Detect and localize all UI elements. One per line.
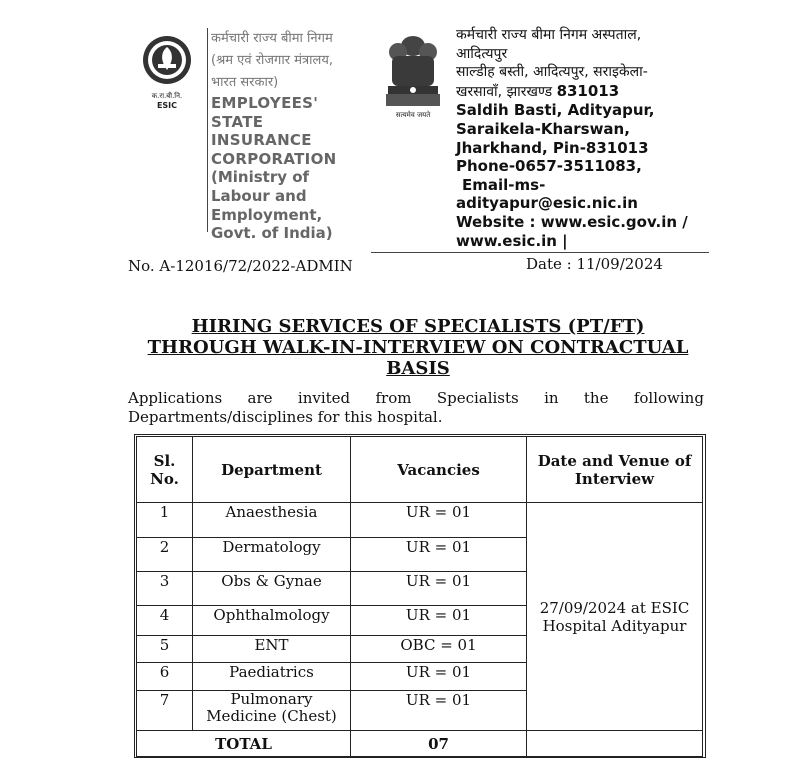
ministry-line-3: Employment,: [211, 205, 323, 224]
ministry-line-2: Labour and: [211, 186, 307, 205]
org-english-line-3: INSURANCE: [211, 131, 312, 150]
row-sl: 2: [137, 538, 193, 572]
intro-word: following: [633, 389, 704, 407]
org-hindi-line-2: (श्रम एवं रोजगार मंत्रालय,: [211, 53, 334, 68]
row-vacancies: UR = 01: [351, 691, 527, 731]
row-department: Paediatrics: [193, 663, 351, 691]
intro-word: Specialists: [436, 389, 519, 407]
table-row: [137, 503, 703, 538]
notice-date: Date : 11/09/2024: [526, 255, 663, 273]
title-line-1: HIRING SERVICES OF SPECIALISTS (PT/FT): [191, 316, 645, 337]
row-vacancies: UR = 01: [351, 663, 527, 691]
intro-word: Applications: [128, 389, 223, 407]
esic-logo-abbr: ESIC: [156, 101, 178, 110]
emblem-motto: सत्यमेव जयते: [395, 111, 431, 119]
row-sl: 3: [137, 572, 193, 606]
org-name-block: [211, 28, 376, 243]
title-line-3: BASIS: [386, 358, 450, 379]
header-divider-vertical: [207, 28, 208, 232]
interview-venue: 27/09/2024 at ESIC Hospital Adityapur: [527, 503, 703, 731]
intro-line-2: Departments/disciplines for this hospital.: [128, 408, 443, 426]
header-sl-no: Sl. No.: [137, 437, 193, 503]
website-line-1[interactable]: Website : www.esic.gov.in /: [456, 212, 688, 231]
row-sl: 1: [137, 503, 193, 538]
intro-paragraph: [128, 389, 704, 427]
row-department: ENT: [193, 636, 351, 663]
address-line-3: Jharkhand, Pin-831013: [456, 138, 649, 157]
email-label: Email-ms-: [462, 175, 546, 194]
row-department: Anaesthesia: [193, 503, 351, 538]
title-line-2: THROUGH WALK-IN-INTERVIEW ON CONTRACTUAL: [147, 337, 689, 358]
org-english-line-1: EMPLOYEES': [211, 94, 319, 112]
national-emblem: [380, 28, 446, 120]
row-vacancies: UR = 01: [351, 503, 527, 538]
ministry-line-4: Govt. of India): [211, 224, 333, 243]
org-hindi-line-3: भारत सरकार): [211, 75, 279, 90]
row-department: Obs & Gynae: [193, 572, 351, 606]
row-department: Pulmonary Medicine (Chest): [193, 691, 351, 731]
row-sl: 6: [137, 663, 193, 691]
intro-word: the: [583, 389, 609, 407]
phone-line: Phone-0657-3511083,: [456, 157, 642, 176]
total-value: 07: [351, 731, 527, 757]
email-address[interactable]: adityapur@esic.nic.in: [456, 194, 638, 213]
esic-logo: [138, 34, 196, 110]
ministry-line-1: (Ministry of: [211, 168, 310, 187]
row-department: Dermatology: [193, 538, 351, 572]
row-vacancies: OBC = 01: [351, 636, 527, 663]
website-line-2[interactable]: www.esic.in |: [456, 231, 568, 250]
intro-line-1: [128, 389, 704, 408]
header-vacancies: Vacancies: [351, 437, 527, 503]
hospital-hindi-line-4: [456, 82, 716, 102]
row-sl: 5: [137, 636, 193, 663]
org-english-line-2: STATE: [211, 112, 264, 131]
table-total-row: [137, 731, 703, 757]
hospital-hindi-pin: 831013: [556, 81, 620, 100]
row-vacancies: UR = 01: [351, 572, 527, 606]
vacancy-table: [136, 436, 703, 757]
hospital-hindi-line-1: कर्मचारी राज्य बीमा निगम अस्पताल,: [456, 27, 642, 43]
table-header-row: [137, 437, 703, 503]
header-venue: Date and Venue of Interview: [527, 437, 703, 503]
address-line-2: Saraikela-Kharswan,: [456, 119, 630, 138]
row-sl: 4: [137, 606, 193, 636]
intro-word: are: [247, 389, 273, 407]
total-label: TOTAL: [137, 731, 351, 757]
hospital-address-block: [456, 26, 716, 250]
row-department: Ophthalmology: [193, 606, 351, 636]
reference-number: No. A-12016/72/2022-ADMIN: [128, 257, 353, 275]
hospital-hindi-state: खरसावाँ, झारखण्ड: [456, 83, 557, 100]
org-english-line-4: CORPORATION: [211, 149, 337, 168]
address-line-1: Saldih Basti, Adityapur,: [456, 101, 655, 120]
row-sl: 7: [137, 691, 193, 731]
row-vacancies: UR = 01: [351, 538, 527, 572]
hospital-hindi-line-2: आदित्यपुर: [456, 45, 508, 62]
org-hindi-line-1: कर्मचारी राज्य बीमा निगम: [211, 31, 333, 46]
header-department: Department: [193, 437, 351, 503]
notice-title: [128, 316, 708, 379]
intro-word: in: [544, 389, 559, 407]
esic-logo-hindi: क.रा.बी.नि.: [151, 92, 183, 100]
header-divider-horizontal: [371, 252, 709, 253]
row-vacancies: UR = 01: [351, 606, 527, 636]
total-venue-empty: [527, 731, 703, 757]
intro-word: from: [375, 389, 412, 407]
hospital-hindi-line-3: साल्डीह बस्ती, आदित्यपुर, सराइकेला-: [456, 64, 648, 81]
intro-word: invited: [297, 389, 351, 407]
